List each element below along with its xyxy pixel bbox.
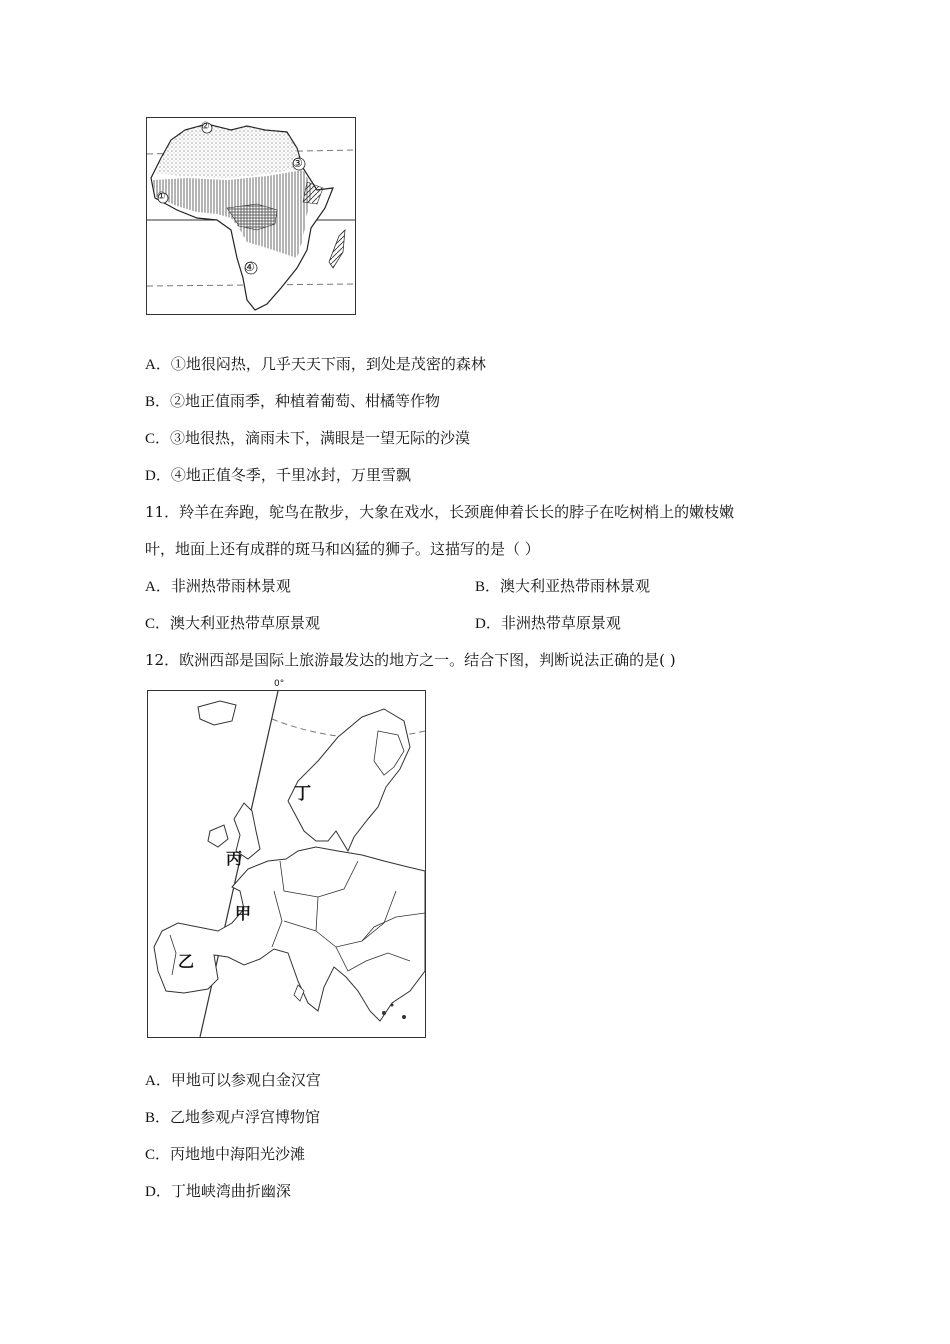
- meridian-label: 0°: [274, 679, 285, 689]
- q11-option-b: B．澳大利亚热带雨林景观: [475, 577, 651, 595]
- q11-stem-line1: 11．羚羊在奔跑，鸵鸟在散步，大象在戏水，长颈鹿伸着长长的脖子在吃树梢上的嫩枝嫩: [145, 503, 735, 521]
- q12-stem: 12．欧洲西部是国际上旅游最发达的地方之一。结合下图，判断说法正确的是( ): [145, 651, 676, 669]
- map-label-yi: 乙: [178, 952, 195, 971]
- q12-option-c: C．丙地地中海阳光沙滩: [145, 1145, 306, 1163]
- q10-option-d: D．④地正值冬季，千里冰封，万里雪飘: [145, 466, 411, 484]
- q10-option-a: A．①地很闷热，几乎天天下雨，到处是茂密的森林: [145, 355, 486, 373]
- africa-climate-map: [146, 117, 356, 315]
- q12-option-b: B．乙地参观卢浮宫博物馆: [145, 1108, 321, 1126]
- q12-option-d: D．丁地峡湾曲折幽深: [145, 1182, 291, 1200]
- europe-map: [147, 690, 426, 1038]
- map-label-1: ①: [157, 191, 166, 202]
- map-label-4: ④: [244, 260, 255, 274]
- map-label-ding: 丁: [294, 784, 311, 804]
- map-label-2: ②: [201, 121, 210, 132]
- q11-option-d: D．非洲热带草原景观: [475, 614, 621, 632]
- map-label-3: ③: [292, 156, 303, 170]
- map-label-jia: 甲: [235, 904, 252, 923]
- q10-option-c: C．③地很热，滴雨未下，满眼是一望无际的沙漠: [145, 429, 471, 447]
- q11-option-c: C．澳大利亚热带草原景观: [145, 614, 321, 632]
- q10-option-b: B．②地正值雨季，种植着葡萄、柑橘等作物: [145, 392, 441, 410]
- q12-option-a: A．甲地可以参观白金汉宫: [145, 1071, 321, 1089]
- q11-option-a: A．非洲热带雨林景观: [145, 577, 291, 595]
- map-label-bing: 丙: [226, 849, 243, 868]
- q11-stem-line2: 叶，地面上还有成群的斑马和凶猛的狮子。这描写的是（ ）: [145, 540, 540, 558]
